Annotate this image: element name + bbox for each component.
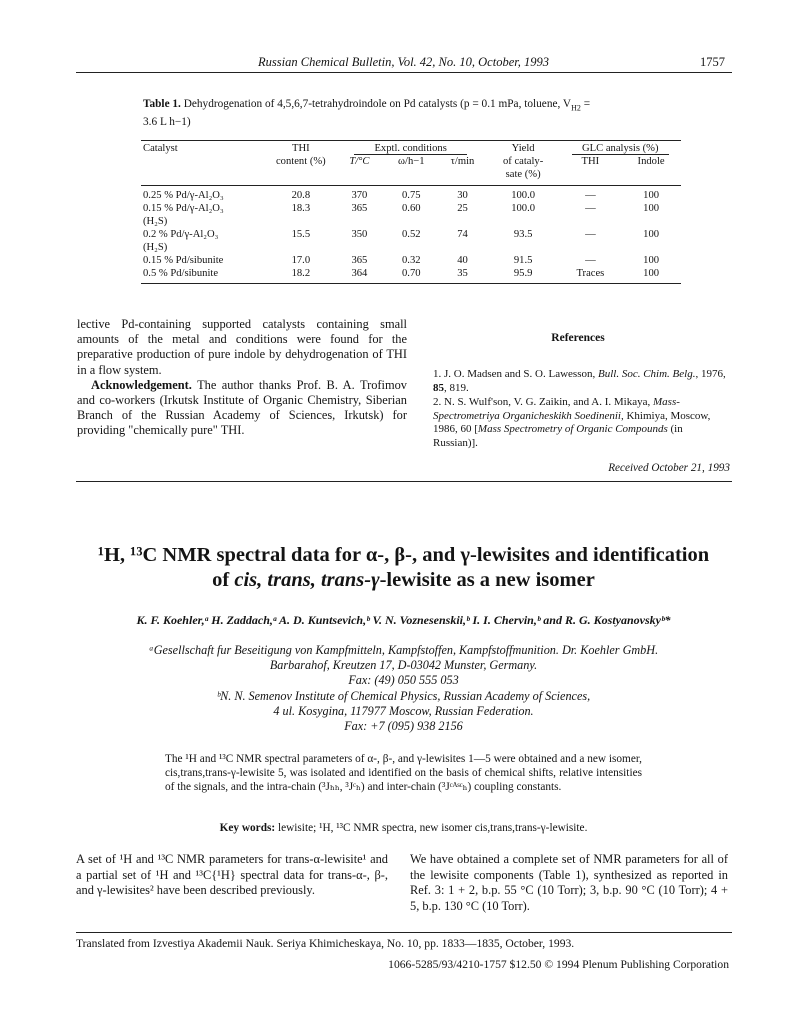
table-row — [141, 254, 681, 267]
cell-catalyst: 0.25 % Pd/γ-Al₂O₃ — [143, 190, 224, 201]
cell-tau: 30 — [457, 190, 468, 201]
abstract: The ¹H and ¹³C NMR spectral parameters of α-, β-, and γ-lewisites 1—5 were obtained and a new isomer, cis,trans,trans-γ-lewisite 5, was isolated and identified on the basis of chemical shifts, relative intensities of the signals, and the intra-chain (³Jₕₕ, ³Jᶜₕ) and inter-chain (³Jᶜᴬˢᶜₕ) coupling constants. — [165, 753, 642, 793]
page-number: 1757 — [700, 55, 725, 69]
cell-catalyst: 0.2 % Pd/γ-Al₂O₃ (H₂S) — [143, 229, 219, 253]
table-caption — [143, 97, 698, 130]
cell-thi: 20.8 — [291, 190, 311, 201]
header-thi: THI — [292, 143, 310, 154]
cell-w: 0.32 — [402, 255, 421, 266]
intro-left-column: A set of ¹H and ¹³C NMR parameters for trans-α-lewisite¹ and a partial set of ¹H and ¹³C{¹H} spectral data for trans-α-, β-, and γ-lewisites² have been described previously. — [76, 852, 388, 897]
header-yield-2: of cataly- — [502, 156, 544, 167]
cell-tau: 25 — [457, 203, 468, 214]
cell-w: 0.52 — [402, 229, 421, 240]
cell-yield: 100.0 — [511, 190, 536, 201]
header-catalyst: Catalyst — [143, 143, 178, 154]
cell-indole: 100 — [643, 229, 660, 240]
authors: K. F. Koehler,ᵃ H. Zaddach,ᵃ A. D. Kuntsevich,ᵇ V. N. Voznesenskii,ᵇ I. I. Chervin,ᵇ and R. G. Kostyanovskyᵇ* — [136, 613, 671, 627]
header-exptl-conditions: Exptl. conditions — [335, 142, 487, 155]
article-title — [40, 543, 767, 593]
article-title-line-2: of cis, trans, trans-γ-lewisite as a new isomer — [212, 569, 595, 591]
cell-yield: 100.0 — [511, 203, 536, 214]
header-yield-3: sate (%) — [505, 169, 541, 180]
cell-t: 365 — [351, 255, 368, 266]
keywords-label: Key words: — [219, 822, 276, 834]
header-temperature: T/°C — [349, 156, 370, 167]
table-row — [141, 202, 681, 228]
header-rule — [76, 72, 732, 73]
table-header-row — [141, 142, 681, 155]
cell-indole: 100 — [643, 203, 660, 214]
header-glc: GLC analysis (%) — [560, 142, 681, 155]
keywords-text: lewisite; ¹H, ¹³C NMR spectra, new isomer cis,trans,trans-γ-lewisite. — [275, 822, 588, 834]
table-row — [141, 267, 681, 280]
cell-tau: 74 — [457, 229, 468, 240]
copyright-line: 1066-5285/93/4210-1757 $12.50 © 1994 Plenum Publishing Corporation — [388, 958, 729, 971]
cell-glc-thi: — — [585, 229, 596, 240]
cell-thi: 17.0 — [291, 255, 311, 266]
reference-2: 2. N. S. Wulf'son, V. G. Zaikin, and A. I. Mikaya, Mass-Spectrometriya Organicheskikh Soedinenii, Khimiya, Moscow, 1986, 60 [Mass Spectrometry of Organic Compounds (in Russian)]. — [433, 396, 711, 449]
running-header-journal: Russian Chemical Bulletin, Vol. 42, No. 10, October, 1993 — [258, 55, 549, 69]
table-caption-text: Dehydrogenation of 4,5,6,7-tetrahydroindole on Pd catalysts (p = 0.1 mPa, toluene, V — [183, 98, 572, 110]
table-row — [141, 228, 681, 254]
left-column-text — [77, 317, 407, 439]
cell-indole: 100 — [643, 268, 660, 279]
header-tau: τ/min — [450, 156, 475, 167]
affiliation-b-line-3: Fax: +7 (095) 938 2156 — [344, 719, 463, 733]
header-yield: Yield — [511, 143, 535, 154]
cell-tau: 40 — [457, 255, 468, 266]
table-caption-end: = — [580, 98, 591, 110]
table-header-row-2 — [141, 155, 681, 168]
received-date: Received October 21, 1993 — [608, 462, 730, 474]
cell-catalyst: 0.5 % Pd/sibunite — [143, 268, 219, 279]
acknowledgement-text: The author thanks Prof. B. A. Trofimov and co-workers (Irkutsk Institute of Organic Chemistry, Siberian Branch of the Russian Academy of Sciences, Irkutsk) for providing "chemically pure" THI. — [77, 377, 407, 438]
header-glc-thi: THI — [581, 156, 600, 167]
cell-glc-thi: — — [585, 190, 596, 201]
table-caption-sub: H2 — [571, 103, 581, 113]
article-title-line-1: ¹H, ¹³C NMR spectral data for α-, β-, and γ-lewisites and identification — [97, 544, 710, 566]
cell-yield: 93.5 — [513, 229, 533, 240]
cell-t: 365 — [351, 203, 368, 214]
table-header-row-3 — [141, 168, 681, 181]
cell-thi: 15.5 — [291, 229, 311, 240]
header-thi-content: content (%) — [275, 156, 326, 167]
cell-glc-thi: — — [585, 203, 596, 214]
footer-rule — [76, 932, 732, 933]
cell-w: 0.60 — [402, 203, 421, 214]
reference-1: 1. J. O. Madsen and S. O. Lawesson, Bull. Soc. Chim. Belg., 1976, 85, 819. — [433, 368, 726, 394]
header-glc-indole: Indole — [637, 156, 665, 167]
cell-catalyst: 0.15 % Pd/γ-Al₂O₃ (H₂S) — [143, 203, 224, 227]
table-label: Table 1. — [143, 98, 181, 110]
cell-yield: 91.5 — [513, 255, 533, 266]
cell-glc-thi: Traces — [576, 268, 605, 279]
cell-indole: 100 — [643, 190, 660, 201]
cell-glc-thi: — — [585, 255, 596, 266]
table-row — [141, 189, 681, 202]
cell-t: 364 — [351, 268, 368, 279]
cell-w: 0.70 — [402, 268, 421, 279]
paragraph: lective Pd-containing supported catalysts containing small amounts of the metal and conditions were found for the preparative production of pure indole by dehydrogenation of THI in a flow system. — [77, 317, 407, 377]
affiliation-a-line-3: Fax: (49) 050 555 053 — [348, 673, 459, 687]
intro-right-column: We have obtained a complete set of NMR parameters for all of the lewisite components (Table 1), synthesized as reported in Ref. 3: 1 + 2, b.p. 55 °C (10 Torr); 3, b.p. 90 °C (10 Torr); 4 + 5, b.p. 130 °C (10 Torr). — [410, 852, 728, 913]
header-omega: ω/h−1 — [398, 156, 425, 167]
keywords — [165, 822, 642, 834]
cell-thi: 18.3 — [291, 203, 311, 214]
cell-indole: 100 — [643, 255, 660, 266]
data-table — [141, 142, 681, 284]
table-caption-line2: 3.6 L h−1) — [143, 116, 191, 129]
cell-yield: 95.9 — [513, 268, 533, 279]
acknowledgement-label: Acknowledgement. — [91, 377, 192, 392]
table-top-rule — [141, 140, 681, 141]
affiliation-a-line-2: Barbarahof, Kreutzen 17, D-03042 Munster, Germany. — [269, 658, 538, 672]
cell-t: 350 — [351, 229, 368, 240]
affiliation-b-line-1: ᵇN. N. Semenov Institute of Chemical Physics, Russian Academy of Sciences, — [216, 689, 591, 703]
cell-catalyst: 0.15 % Pd/sibunite — [143, 255, 224, 266]
cell-thi: 18.2 — [291, 268, 311, 279]
affiliation-b-line-2: 4 ul. Kosygina, 117977 Moscow, Russian Federation. — [273, 704, 534, 718]
cell-w: 0.75 — [402, 190, 421, 201]
references-heading: References — [551, 332, 605, 344]
affiliation-a-line-1: ᵃGesellschaft fur Beseitigung von Kampfmitteln, Kampfstoffen, Kampfstoffmunition. Dr. Koehler GmbH. — [148, 643, 659, 657]
cell-t: 370 — [351, 190, 368, 201]
section-rule — [76, 481, 732, 482]
translation-note: Translated from Izvestiya Akademii Nauk. Seriya Khimicheskaya, No. 10, pp. 1833—1835, October, 1993. — [76, 937, 575, 950]
cell-tau: 35 — [457, 268, 468, 279]
